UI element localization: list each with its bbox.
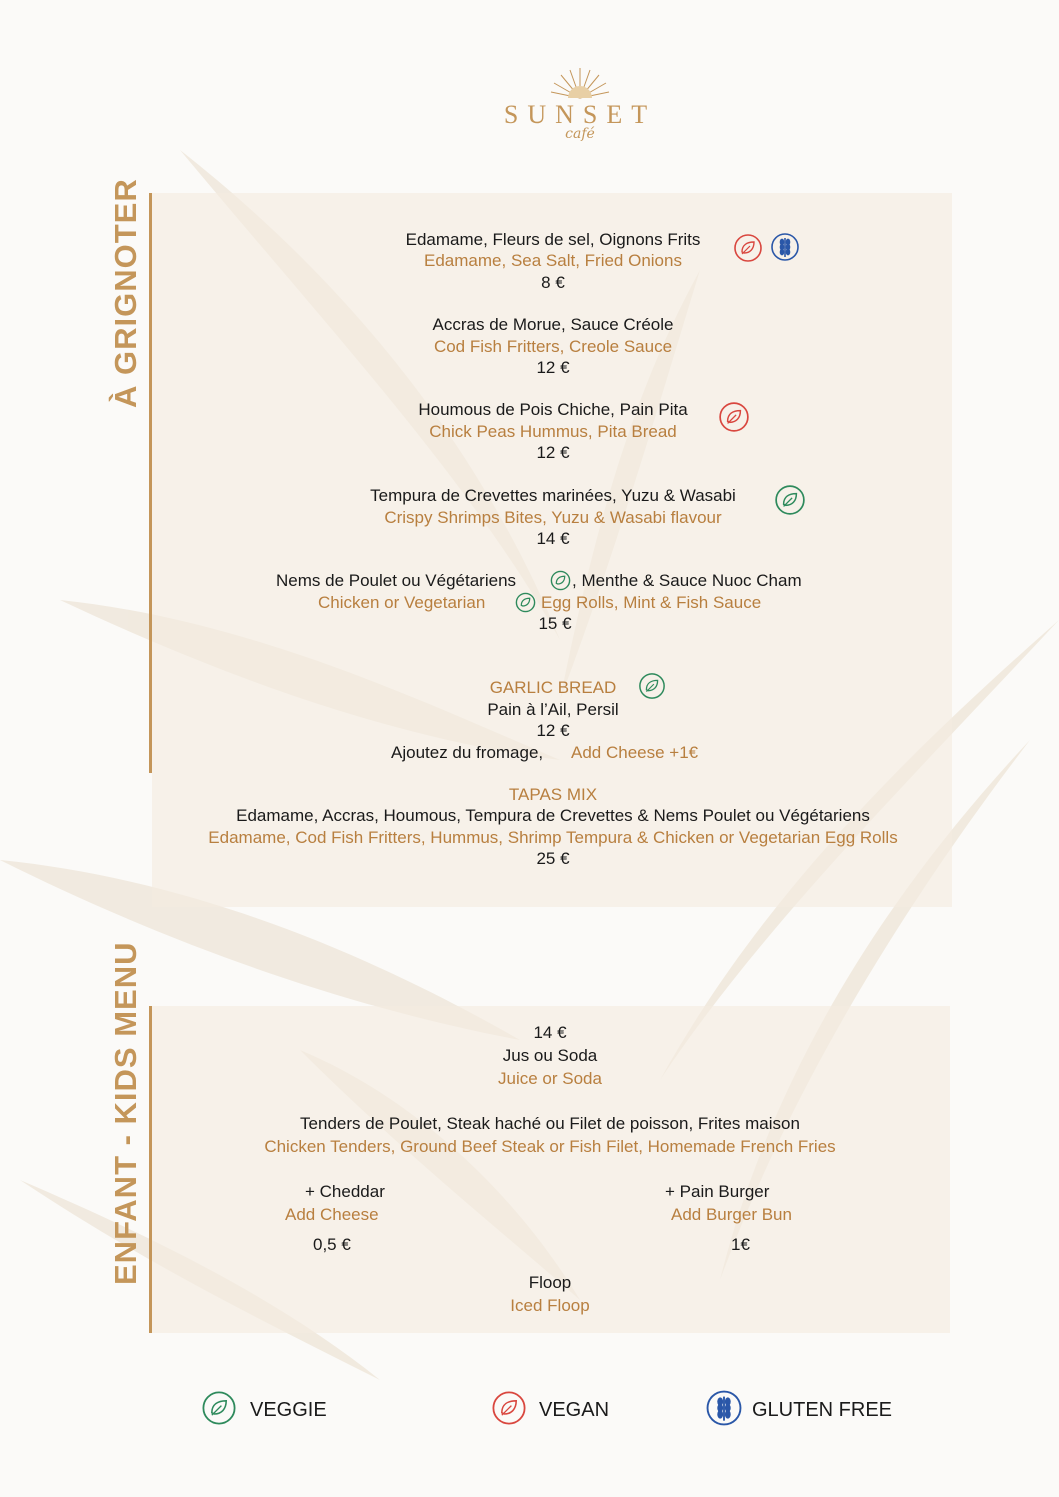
- legend-veggie-label: VEGGIE: [250, 1399, 327, 1421]
- item-name-en: Cod Fish Fritters, Creole Sauce: [433, 337, 673, 356]
- item-price: 12 €: [536, 358, 570, 377]
- logo-name: SUNSET: [503, 100, 657, 129]
- item-price: 12 €: [536, 443, 570, 462]
- item-name-en: Chick Peas Hummus, Pita Bread: [429, 422, 677, 441]
- item-name-fr: Houmous de Pois Chiche, Pain Pita: [418, 400, 688, 419]
- vegan-icon: [733, 233, 763, 263]
- item-price: 8 €: [541, 273, 565, 292]
- grignoter-side-line: [149, 193, 152, 773]
- kids-main-fr: Tenders de Poulet, Steak haché ou Filet de poisson, Frites maison: [300, 1114, 800, 1133]
- item-name-fr: Tempura de Crevettes marinées, Yuzu & Wasabi: [370, 486, 736, 505]
- item-name-en: Chicken or Vegetarian: [318, 593, 486, 612]
- kids-option-cheddar-price: 0,5 €: [313, 1235, 351, 1254]
- garlic-extra-en: Add Cheese +1€: [571, 743, 699, 762]
- gluten-free-icon: [705, 1389, 743, 1427]
- garlic-title: GARLIC BREAD: [489, 678, 617, 697]
- kids-option-cheddar-en: Add Cheese: [285, 1205, 379, 1224]
- kids-dessert-fr: Floop: [528, 1273, 572, 1292]
- kids-option-cheddar-fr: + Cheddar: [305, 1182, 385, 1201]
- item-name-en: Crispy Shrimps Bites, Yuzu & Wasabi flavour: [384, 508, 722, 527]
- veggie-icon: [550, 570, 571, 591]
- item-name-fr: Nems de Poulet ou Végétariens: [276, 571, 517, 590]
- kids-drink-fr: Jus ou Soda: [502, 1046, 598, 1065]
- logo-subtitle: café: [565, 126, 595, 142]
- item-name-fr-continued: , Menthe & Sauce Nuoc Cham: [572, 571, 802, 590]
- kids-price: 14 €: [533, 1023, 567, 1042]
- vegan-icon: [491, 1390, 527, 1426]
- sun-rays-icon: [550, 66, 610, 100]
- item-price: 14 €: [536, 529, 570, 548]
- garlic-name-fr: Pain à l’Ail, Persil: [487, 700, 619, 719]
- kids-title: ENFANT - KIDS MENU: [108, 941, 143, 1285]
- veggie-icon: [774, 484, 806, 516]
- item-name-fr: Edamame, Fleurs de sel, Oignons Frits: [405, 230, 701, 249]
- item-name-en: Edamame, Sea Salt, Fried Onions: [424, 251, 682, 270]
- legend-vegan-label: VEGAN: [539, 1399, 610, 1421]
- gluten-free-icon: [770, 232, 800, 262]
- veggie-icon: [201, 1390, 237, 1426]
- tapas-name-en: Edamame, Cod Fish Fritters, Hummus, Shrimp Tempura & Chicken or Vegetarian Egg Rolls: [208, 828, 898, 847]
- logo: [480, 62, 680, 148]
- kids-dessert-en: Iced Floop: [510, 1296, 590, 1315]
- kids-main-en: Chicken Tenders, Ground Beef Steak or Fish Filet, Homemade French Fries: [264, 1137, 836, 1156]
- legend-gluten-free-label: GLUTEN FREE: [752, 1399, 893, 1421]
- kids-option-bun-fr: + Pain Burger: [665, 1182, 770, 1201]
- tapas-name-fr: Edamame, Accras, Houmous, Tempura de Crevettes & Nems Poulet ou Végétariens: [236, 806, 870, 825]
- kids-side-line: [149, 1006, 152, 1333]
- grignoter-title: À GRIGNOTER: [108, 178, 143, 408]
- tapas-price: 25 €: [536, 849, 570, 868]
- garlic-price: 12 €: [536, 721, 570, 740]
- item-name-en-continued: Egg Rolls, Mint & Fish Sauce: [541, 593, 762, 612]
- item-price: 15 €: [538, 614, 572, 633]
- tapas-title: TAPAS MIX: [508, 785, 598, 804]
- vegan-icon: [718, 401, 750, 433]
- kids-drink-en: Juice or Soda: [498, 1069, 602, 1088]
- veggie-icon: [638, 672, 666, 700]
- garlic-extra-fr: Ajoutez du fromage,: [391, 743, 544, 762]
- kids-option-bun-en: Add Burger Bun: [671, 1205, 792, 1224]
- item-name-fr: Accras de Morue, Sauce Créole: [432, 315, 674, 334]
- kids-option-bun-price: 1€: [731, 1235, 750, 1254]
- veggie-icon: [515, 592, 536, 613]
